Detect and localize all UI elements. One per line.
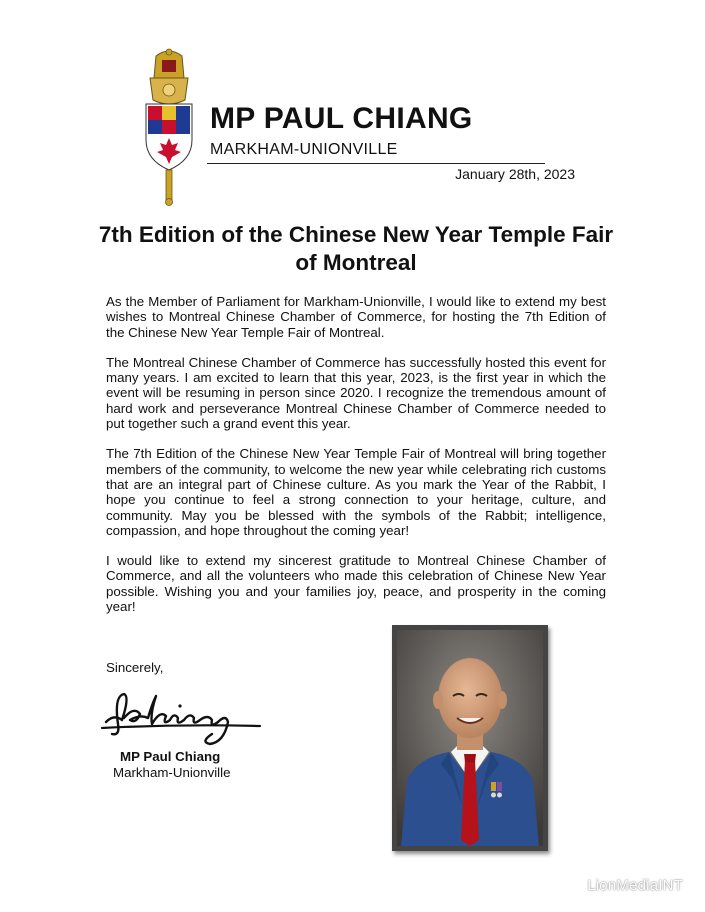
letter-title: 7th Edition of the Chinese New Year Temple Fair of Montreal [98,222,614,275]
signatory-name: MP Paul Chiang [120,749,221,764]
watermark [559,876,683,894]
portrait-photo [392,625,548,851]
letter-date: January 28th, 2023 [455,166,575,182]
closing: Sincerely, [106,660,164,675]
handwritten-signature [100,684,268,748]
body-paragraph: The Montreal Chinese Chamber of Commerce has successfully hosted this event for many years. I am excited to learn that this year, 2023, is the first year in which the event will be resuming in person since 2020. I recognize the tremendous amount of hard work and perseverance Montreal Chinese Chamber of Commerce needed to put together such a grand event this year. [106,354,606,432]
letter-body [106,294,606,629]
signatory-riding: Markham-Unionville [113,765,231,780]
watermark-text: LionMediaINT [587,876,683,894]
wechat-icon [559,876,581,894]
body-paragraph: I would like to extend my sincerest gratitude to Montreal Chinese Chamber of Commerce, and all the volunteers who made this celebration of Chinese New Year possible. Wishing you and your families joy, peace, and prosperity in the coming year! [106,553,606,615]
house-of-commons-crest-icon [138,48,200,206]
body-paragraph: The 7th Edition of the Chinese New Year Temple Fair of Montreal will bring together members of the community, to welcome the new year while celebrating rich customs that are an integral part of Chinese culture. As you mark the Year of the Rabbit, I hope you continue to feel a strong connection to your heritage, culture, and community. May you be blessed with the symbols of the Rabbit; intelligence, compassion, and hope throughout the coming year! [106,446,606,538]
body-paragraph: As the Member of Parliament for Markham-Unionville, I would like to extend my best wishes to Montreal Chinese Chamber of Commerce, for hosting the 7th Edition of the Chinese New Year Temple Fair of Montreal. [106,294,606,340]
letterhead-name: MP PAUL CHIANG [210,102,473,135]
letterhead-riding: MARKHAM-UNIONVILLE [210,141,398,158]
